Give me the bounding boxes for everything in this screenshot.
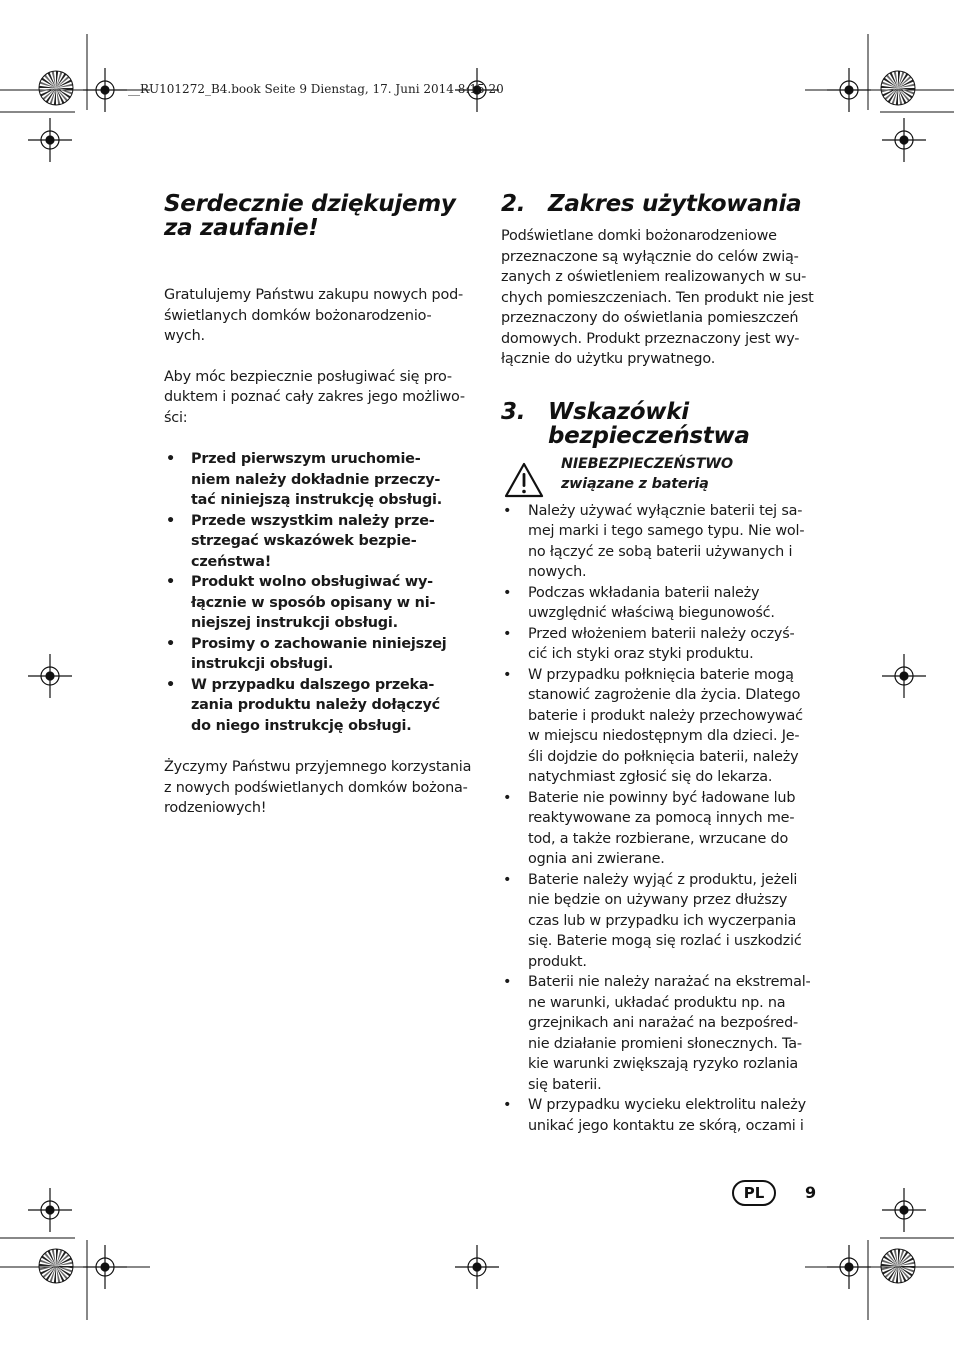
registration-mark <box>882 118 926 162</box>
registration-mark <box>827 68 871 112</box>
list-item: • Podczas wkładania baterii należy uwzględnić właściwą biegunowość. <box>501 583 823 624</box>
registration-mark <box>28 1188 72 1232</box>
warning-heading: NIEBEZPIECZEŃSTWO związane z baterią <box>561 455 733 492</box>
list-item: • Produkt wolno obsługiwać wy- łącznie w sposób opisany w ni- niejszej instrukcji obsługi. <box>164 572 486 634</box>
battery-safety-list <box>501 501 823 1137</box>
registration-mark <box>827 1245 871 1289</box>
list-item: • Prosimy o zachowanie niniejszej instrukcji obsługi. <box>164 634 486 675</box>
closing-paragraph: Życzymy Państwu przyjemnego korzystania z nowych podświetlanych domków bożona- rodzeniowych! <box>164 759 472 816</box>
registration-mark <box>83 1245 127 1289</box>
list-item: • W przypadku wycieku elektrolitu należy unikać jego kontaktu ze skórą, oczami i <box>501 1095 823 1136</box>
important-notes-list <box>164 449 486 736</box>
left-column <box>164 192 486 819</box>
color-rosette <box>39 71 73 105</box>
print-info-line: __RU101272_B4.book Seite 9 Dienstag, 17. Juni 2014 8:15 20 <box>128 82 504 96</box>
registration-mark <box>882 1188 926 1232</box>
section-2-body: Podświetlane domki bożonarodzeniowe przeznaczone są wyłącznie do celów zwią- zanych z oświetleniem realizowanych w su- chych pomieszczeniach. Ten produkt nie jest przeznaczony do oświetlania pomieszczeń domowych. Produkt przeznaczony jest wy- łącznie do użytku prywatnego. <box>501 228 814 367</box>
list-item: • Baterii nie należy narażać na ekstremal- ne warunki, układać produktu np. na grzejnikach ani narażać na bezpośred- nie działanie promieni słonecznych. Ta- kie warunki zwiększają ryzyko rozlania się baterii. <box>501 972 823 1095</box>
color-rosette <box>39 1249 73 1283</box>
list-item: • Przede wszystkim należy prze- strzegać wskazówek bezpie- czeństwa! <box>164 511 486 573</box>
list-item: • Należy używać wyłącznie baterii tej sa- mej marki i tego samego typu. Nie wol- no łączyć ze sobą baterii używanych i nowych. <box>501 501 823 583</box>
intro-paragraph-2: Aby móc bezpiecznie posługiwać się pro- duktem i poznać cały zakres jego możliwo- ści: <box>164 368 465 426</box>
registration-mark <box>28 654 72 698</box>
page-number: 9 <box>805 1183 817 1202</box>
page-title: Serdecznie dziękujemy za zaufanie! <box>164 191 456 241</box>
battery-danger-warning <box>501 454 823 500</box>
warning-triangle-icon <box>504 462 544 498</box>
list-item: • W przypadku połknięcia baterie mogą stanowić zagrożenie dla życia. Dlatego baterie i produkt należy przechowywać w miejscu niedostępnym dla dzieci. Je- śli dojdzie do połknięcia baterii, należy natychmiast zgłosić się do lekarza. <box>501 665 823 788</box>
list-item: • Przed włożeniem baterii należy oczyś- cić ich styki oraz styki produktu. <box>501 624 823 665</box>
registration-mark <box>28 118 72 162</box>
list-item: • W przypadku dalszego przeka- zania produktu należy dołączyć do niego instrukcję obsługi. <box>164 675 486 737</box>
language-badge: PL <box>732 1180 776 1206</box>
section-3-heading: 3. Wskazówki bezpieczeństwa <box>501 398 750 449</box>
registration-mark <box>882 654 926 698</box>
color-rosette <box>881 71 915 105</box>
list-item: • Przed pierwszym uruchomie- niem należy dokładnie przeczy- tać niniejszą instrukcję obsługi. <box>164 449 486 511</box>
list-item: • Baterie należy wyjąć z produktu, jeżeli nie będzie on używany przez dłuższy czas lub w przypadku ich wyczerpania się. Baterie mogą się rozlać i uszkodzić produkt. <box>501 870 823 973</box>
list-item: • Baterie nie powinny być ładowane lub reaktywowane za pomocą innych me- tod, a także rozbierane, wrzucane do ognia ani zwierane. <box>501 788 823 870</box>
right-column <box>501 192 823 1136</box>
registration-mark <box>83 68 127 112</box>
color-rosette <box>881 1249 915 1283</box>
section-2-heading: 2. Zakres użytkowania <box>501 191 802 217</box>
intro-paragraph-1: Gratulujemy Państwu zakupu nowych pod- świetlanych domków bożonarodzenio- wych. <box>164 287 464 344</box>
registration-mark <box>455 1245 499 1289</box>
